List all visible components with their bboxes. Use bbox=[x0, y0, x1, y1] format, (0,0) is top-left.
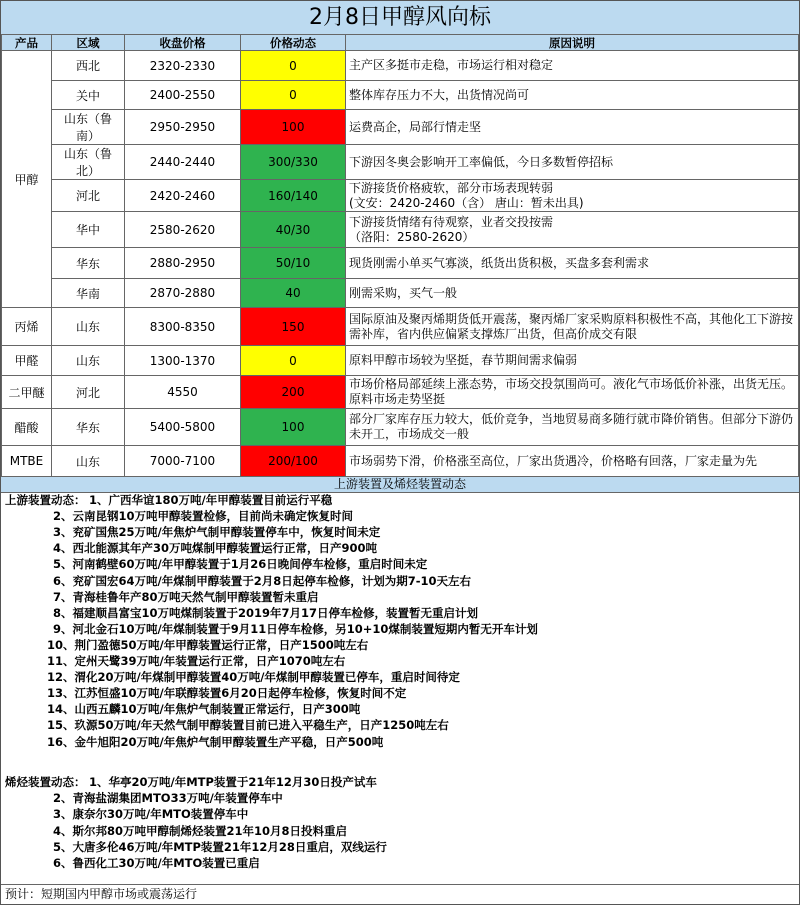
forecast: 预计：短期国内甲醇市场或震荡运行 bbox=[1, 884, 799, 904]
table-row bbox=[2, 409, 799, 446]
cell-reason: 主产区多挺市走稳，市场运行相对稳定 bbox=[346, 51, 799, 81]
cell-product: MTBE bbox=[2, 446, 52, 477]
cell-region: 山东 bbox=[52, 308, 125, 346]
cell-change: 0 bbox=[241, 51, 346, 81]
cell-product: 二甲醚 bbox=[2, 376, 52, 409]
upstream-item: 11、定州天鹭39万吨/年装置运行正常，日产1070吨左右 bbox=[47, 654, 346, 668]
cell-price: 2950-2950 bbox=[125, 110, 241, 145]
page-title: 2月8日甲醇风向标 bbox=[1, 1, 799, 35]
cell-region: 华东 bbox=[52, 248, 125, 279]
cell-price: 2420-2460 bbox=[125, 180, 241, 212]
cell-price: 2400-2550 bbox=[125, 81, 241, 110]
cell-region: 山东 bbox=[52, 346, 125, 376]
table-row bbox=[2, 248, 799, 279]
cell-region: 华东 bbox=[52, 409, 125, 446]
upstream-item: 12、渭化20万吨/年煤制甲醇装置40万吨/年煤制甲醇装置已停车，重启时间待定 bbox=[47, 670, 460, 685]
olefin-item: 6、鲁西化工30万吨/年MTO装置已重启 bbox=[53, 856, 260, 870]
table-row bbox=[2, 51, 799, 81]
cell-product: 醋酸 bbox=[2, 409, 52, 446]
price-table bbox=[1, 34, 799, 477]
table-row bbox=[2, 376, 799, 409]
cell-region: 河北 bbox=[52, 180, 125, 212]
cell-change: 0 bbox=[241, 81, 346, 110]
upstream-item: 7、青海桂鲁年产80万吨天然气制甲醇装置暂未重启 bbox=[53, 589, 319, 604]
cell-region: 关中 bbox=[52, 81, 125, 110]
cell-region: 华中 bbox=[52, 212, 125, 248]
table-row bbox=[2, 110, 799, 145]
cell-reason: 部分厂家库存压力较大，低价竞争，当地贸易商多随行就市降价销售。但部分下游仍未开工，市场成交一般 bbox=[346, 409, 799, 446]
cell-region: 山东 bbox=[52, 446, 125, 477]
cell-change: 200 bbox=[241, 376, 346, 409]
table-row bbox=[2, 346, 799, 376]
cell-price: 8300-8350 bbox=[125, 308, 241, 346]
cell-price: 2580-2620 bbox=[125, 212, 241, 248]
upstream-item: 14、山西五麟10万吨/年焦炉气制装置正常运行，日产300吨 bbox=[47, 702, 361, 717]
table-row bbox=[2, 145, 799, 180]
cell-region: 河北 bbox=[52, 376, 125, 409]
cell-product: 甲醇 bbox=[2, 51, 52, 308]
table-row bbox=[2, 81, 799, 110]
cell-price: 2440-2440 bbox=[125, 145, 241, 180]
cell-change: 100 bbox=[241, 409, 346, 446]
olefin-item: 2、青海盐湖集团MTO33万吨/年装置停车中 bbox=[53, 791, 283, 806]
olefin-item: 3、康奈尔30万吨/年MTO装置停车中 bbox=[53, 807, 249, 822]
upstream-item: 13、江苏恒盛10万吨/年联醇装置6月20日起停车检修，恢复时间不定 bbox=[47, 686, 407, 701]
upstream-item: 4、西北能源其年产30万吨煤制甲醇装置运行正常，日产900吨 bbox=[53, 541, 378, 556]
cell-product: 丙烯 bbox=[2, 308, 52, 346]
upstream-item: 1、广西华谊180万吨/年甲醇装置目前运行平稳 bbox=[89, 493, 333, 507]
cell-change: 50/10 bbox=[241, 248, 346, 279]
upstream-item: 9、河北金石10万吨/年煤制装置于9月11日停车检修，另10+10煤制装置短期内暂无开车计划 bbox=[53, 621, 538, 636]
upstream-item: 10、荆门盈德50万吨/年甲醇装置运行正常，日产1500吨左右 bbox=[47, 637, 369, 652]
cell-price: 5400-5800 bbox=[125, 409, 241, 446]
cell-reason: 刚需采购，买气一般 bbox=[346, 279, 799, 308]
cell-price: 4550 bbox=[125, 376, 241, 409]
section-title: 上游装置及烯烃装置动态 bbox=[1, 476, 799, 493]
header-reason: 原因说明 bbox=[346, 35, 799, 51]
cell-reason: 运费高企，局部行情走坚 bbox=[346, 110, 799, 145]
olefin-item: 1、华亭20万吨/年MTP装置于21年12月30日投产试车 bbox=[89, 775, 377, 789]
table-row bbox=[2, 180, 799, 212]
cell-reason: 下游接货价格疲软，部分市场表现转弱 (文安：2420-2460（含） 唐山：暂未出具) bbox=[346, 180, 799, 212]
cell-price: 7000-7100 bbox=[125, 446, 241, 477]
upstream-item: 6、兖矿国宏64万吨/年煤制甲醇装置于2月8日起停车检修，计划为期7-10天左右 bbox=[53, 573, 471, 588]
upstream-item: 16、金牛旭阳20万吨/年焦炉气制甲醇装置生产平稳，日产500吨 bbox=[47, 734, 384, 749]
cell-price: 2320-2330 bbox=[125, 51, 241, 81]
header-price: 收盘价格 bbox=[125, 35, 241, 51]
cell-change: 300/330 bbox=[241, 145, 346, 180]
cell-change: 0 bbox=[241, 346, 346, 376]
header-change: 价格动态 bbox=[241, 35, 346, 51]
cell-change: 200/100 bbox=[241, 446, 346, 477]
upstream-item: 3、兖矿国焦25万吨/年焦炉气制甲醇装置停车中，恢复时间未定 bbox=[53, 525, 381, 540]
olefin-label: 烯烃装置动态： bbox=[5, 775, 86, 789]
upstream-item: 15、玖源50万吨/年天然气制甲醇装置目前已进入平稳生产，日产1250吨左右 bbox=[47, 718, 449, 733]
cell-reason: 原料甲醇市场较为坚挺，春节期间需求偏弱 bbox=[346, 346, 799, 376]
cell-region: 西北 bbox=[52, 51, 125, 81]
cell-change: 150 bbox=[241, 308, 346, 346]
cell-reason: 现货刚需小单买气寡淡，纸货出货积极，买盘多套利需求 bbox=[346, 248, 799, 279]
cell-reason: 下游因冬奥会影响开工率偏低，今日多数暂停招标 bbox=[346, 145, 799, 180]
header-region: 区域 bbox=[52, 35, 125, 51]
cell-price: 2870-2880 bbox=[125, 279, 241, 308]
cell-reason: 下游接货情绪有待观察，业者交投按需 （洛阳：2580-2620） bbox=[346, 212, 799, 248]
upstream-item: 8、福建顺昌富宝10万吨煤制装置于2019年7月17日停车检修，装置暂无重启计划 bbox=[53, 605, 479, 620]
cell-change: 40/30 bbox=[241, 212, 346, 248]
cell-reason: 国际原油及聚丙烯期货低开震荡，聚丙烯厂家采购原料积极性不高，其他化工下游按需补库，省内供应偏紧支撑炼厂出货，但高价成交有限 bbox=[346, 308, 799, 346]
olefin-item: 5、大唐多伦46万吨/年MTP装置21年12月28日重启，双线运行 bbox=[53, 839, 387, 854]
cell-reason: 整体库存压力不大，出货情况尚可 bbox=[346, 81, 799, 110]
table-row bbox=[2, 279, 799, 308]
table-row bbox=[2, 212, 799, 248]
cell-product: 甲醛 bbox=[2, 346, 52, 376]
cell-region: 山东（鲁南） bbox=[52, 110, 125, 145]
olefin-item: 4、斯尔邦80万吨甲醇制烯烃装置21年10月8日投料重启 bbox=[53, 823, 348, 838]
cell-change: 160/140 bbox=[241, 180, 346, 212]
cell-reason: 市场价格局部延续上涨态势，市场交投氛围尚可。液化气市场低价补涨，出货无压。原料市场走势坚挺 bbox=[346, 376, 799, 409]
upstream-item: 2、云南昆钢10万吨甲醇装置检修，目前尚未确定恢复时间 bbox=[53, 509, 354, 524]
cell-region: 华南 bbox=[52, 279, 125, 308]
cell-price: 2880-2950 bbox=[125, 248, 241, 279]
cell-change: 100 bbox=[241, 110, 346, 145]
table-header-row bbox=[2, 35, 799, 51]
table-row bbox=[2, 308, 799, 346]
upstream-item: 5、河南鹤壁60万吨/年甲醇装置于1月26日晚间停车检修，重启时间未定 bbox=[53, 557, 428, 572]
header-product: 产品 bbox=[2, 35, 52, 51]
cell-price: 1300-1370 bbox=[125, 346, 241, 376]
cell-region: 山东（鲁北） bbox=[52, 145, 125, 180]
upstream-label: 上游装置动态： bbox=[5, 493, 86, 507]
table-row bbox=[2, 446, 799, 477]
cell-reason: 市场弱势下滑，价格涨至高位，厂家出货遇冷，价格略有回落，厂家走量为先 bbox=[346, 446, 799, 477]
cell-change: 40 bbox=[241, 279, 346, 308]
